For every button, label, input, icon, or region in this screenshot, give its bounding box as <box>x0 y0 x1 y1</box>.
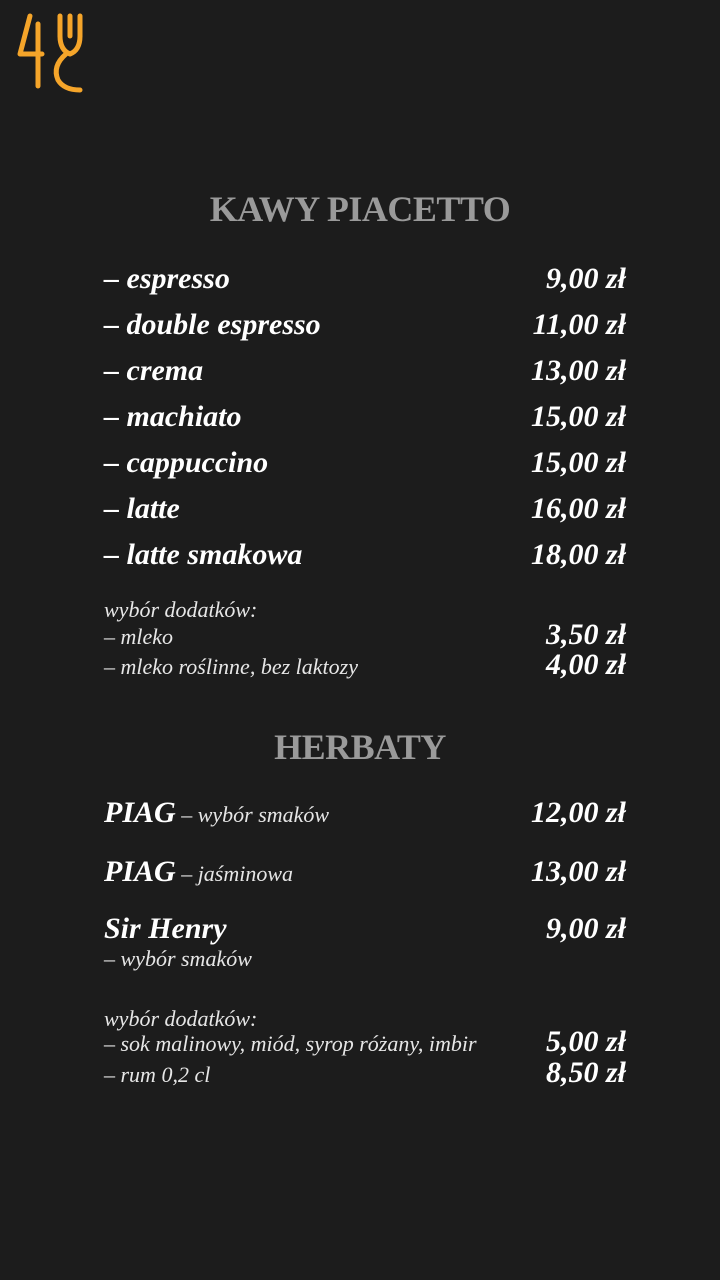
item-price: 13,00 zł <box>530 354 626 387</box>
item-price: 9,00 zł <box>545 262 626 295</box>
tea-section-title: HERBATY <box>274 727 446 767</box>
item-name: – crema <box>104 354 204 387</box>
list-item <box>104 400 626 434</box>
addon-item <box>104 1025 626 1059</box>
tea-desc: – wybór smaków <box>175 802 330 827</box>
list-item <box>104 855 626 889</box>
addon-price: 3,50 zł <box>545 618 626 651</box>
item-price: 13,00 zł <box>530 855 626 888</box>
item-price: 16,00 zł <box>530 492 626 525</box>
addon-item <box>104 618 626 652</box>
list-item <box>104 446 626 480</box>
list-item <box>104 262 626 296</box>
item-price: 12,00 zł <box>530 796 626 829</box>
tea-item <box>104 796 329 830</box>
coffee-addons-heading: wybór dodatków: <box>104 597 258 622</box>
addon-price: 8,50 zł <box>545 1056 626 1089</box>
list-item <box>104 796 626 830</box>
item-price: 15,00 zł <box>530 400 626 433</box>
item-name: – cappuccino <box>104 446 269 479</box>
item-name: – double espresso <box>104 308 321 341</box>
item-price: 18,00 zł <box>530 538 626 571</box>
list-item <box>104 538 626 572</box>
list-item <box>104 912 626 946</box>
item-name: – latte <box>104 492 180 525</box>
item-price: 15,00 zł <box>530 446 626 479</box>
tea-name: PIAG <box>104 796 176 829</box>
item-name: – latte smakowa <box>104 538 303 571</box>
fork-logo-icon <box>14 10 90 96</box>
addon-price: 4,00 zł <box>545 648 626 681</box>
addon-item <box>104 1056 626 1090</box>
addon-price: 5,00 zł <box>545 1025 626 1058</box>
tea-desc: – jaśminowa <box>175 861 294 886</box>
tea-name: PIAG <box>104 855 176 888</box>
tea-sub-desc: – wybór smaków <box>104 946 252 971</box>
list-item <box>104 354 626 388</box>
list-item <box>104 492 626 526</box>
list-item <box>104 308 626 342</box>
addon-name: – mleko roślinne, bez laktozy <box>104 654 358 679</box>
coffee-section-title: KAWY PIACETTO <box>209 189 511 229</box>
tea-name: Sir Henry <box>104 912 227 945</box>
addon-item <box>104 648 626 682</box>
addon-name: – rum 0,2 cl <box>104 1062 211 1087</box>
item-price: 11,00 zł <box>532 308 626 341</box>
addon-name: – sok malinowy, miód, syrop różany, imbir <box>104 1031 477 1056</box>
item-name: – machiato <box>104 400 242 433</box>
item-price: 9,00 zł <box>545 912 626 945</box>
tea-addons-heading: wybór dodatków: <box>104 1006 258 1031</box>
item-name: – espresso <box>104 262 230 295</box>
tea-item <box>104 855 293 889</box>
addon-name: – mleko <box>104 624 174 649</box>
